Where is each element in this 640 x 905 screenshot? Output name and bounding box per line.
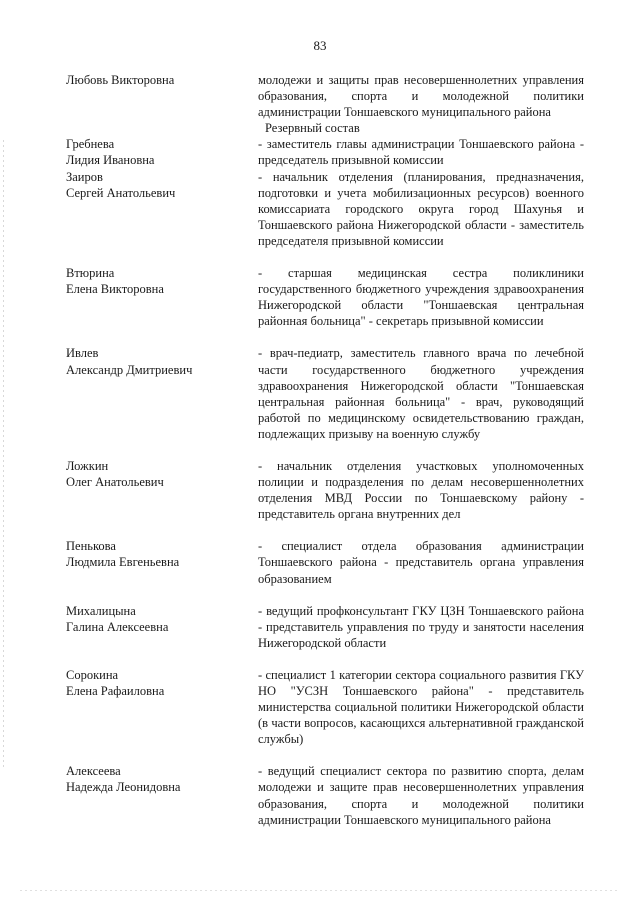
member-given-names: Галина Алексеевна: [66, 619, 169, 634]
member-role: [258, 345, 584, 442]
member-role: [258, 136, 584, 168]
list-entry: [0, 667, 640, 747]
member-given-names: Людмила Евгеньевна: [66, 555, 180, 570]
member-surname: Михалицына: [66, 603, 136, 618]
member-role: [258, 458, 584, 522]
member-surname: Ивлев: [66, 346, 99, 361]
scan-bottom-mark: [20, 890, 620, 891]
member-surname: Пенькова: [66, 539, 116, 554]
list-entry: [0, 603, 640, 651]
member-surname: Заиров: [66, 169, 103, 184]
list-entry: [0, 136, 640, 168]
member-surname: Алексеева: [66, 764, 121, 779]
member-given-names: Елена Викторовна: [66, 282, 164, 297]
member-role: [258, 538, 584, 586]
member-role-text: молодежи и защиты прав несовершеннолетних управления образования, спорта и молодежной политики администрации Тоншаевского муниципального района: [258, 73, 584, 120]
member-name: [66, 603, 256, 635]
member-name-line: Любовь Викторовна: [66, 73, 175, 87]
member-role: [258, 265, 584, 329]
member-surname: Сорокина: [66, 667, 119, 682]
member-role-text: - ведущий профконсультант ГКУ ЦЗН Тоншаевского района - представитель управления по труду и занятости населения Нижегородской области: [258, 603, 584, 650]
list-entry: [0, 169, 640, 249]
commission-list: [0, 72, 640, 828]
member-given-names: Лидия Ивановна: [66, 153, 155, 168]
member-name: [66, 458, 256, 490]
list-entry: [0, 72, 640, 120]
member-name: [66, 265, 256, 297]
list-entry: [0, 265, 640, 329]
member-role-text: - специалист 1 категории сектора социального развития ГКУ НО "УСЗН Тоншаевского района" - представитель министерства социальной политики Нижегородской области (в части вопросов, касающихся альтернативной гражданской службы): [258, 667, 584, 747]
member-role-text: - начальник отделения участковых уполномоченных полиции и подразделения по делам несовершеннолетних отделения МВД России по Тоншаевскому району - представитель органа внутренних дел: [258, 458, 584, 522]
member-name: [66, 763, 256, 795]
member-name: [66, 345, 256, 377]
member-role: [258, 603, 584, 651]
member-given-names: Олег Анатольевич: [66, 475, 164, 490]
member-role-text: - специалист отдела образования администрации Тоншаевского района - представитель органа управления образованием: [258, 539, 584, 586]
member-name: [66, 169, 256, 201]
member-role: [258, 763, 584, 827]
section-heading: Резервный состав: [265, 121, 360, 136]
member-given-names: Надежда Леонидовна: [66, 780, 181, 795]
member-given-names: Сергей Анатольевич: [66, 185, 176, 200]
list-entry: [0, 763, 640, 827]
list-entry: [0, 345, 640, 442]
member-name: [66, 72, 256, 88]
member-role: [258, 72, 584, 120]
member-name: [66, 667, 256, 699]
list-entry: [0, 538, 640, 586]
page-number: 83: [313, 38, 327, 53]
member-role-text: - начальник отделения (планирования, предназначения, подготовки и учета мобилизационных ресурсов) военного комиссариата городского округа город Шахунья и Тоншаевского района Нижегородской области - заместитель председателя призывной комиссии: [258, 169, 584, 248]
member-name: [66, 538, 256, 570]
member-role: [258, 169, 584, 249]
member-role: [258, 667, 584, 747]
member-surname: Ложкин: [66, 458, 109, 473]
scan-edge-mark: [3, 140, 4, 770]
member-surname: Гребнева: [66, 137, 115, 152]
member-given-names: Елена Рафаиловна: [66, 684, 165, 698]
member-role-text: - старшая медицинская сестра поликлиники государственного бюджетного учреждения здравоохранения Нижегородской области "Тоншаевская центральная районная больница" - секретарь призывной комиссии: [258, 266, 584, 329]
member-given-names: Александр Дмитриевич: [66, 362, 193, 377]
member-role-text: - ведущий специалист сектора по развитию спорта, делам молодежи и защите прав несовершеннолетних управления образования, спорта и молодежной политики администрации Тоншаевского муниципального района: [258, 764, 584, 827]
member-role-text: - заместитель главы администрации Тоншаевского района - председатель призывной комиссии: [258, 137, 584, 168]
member-name: [66, 136, 256, 168]
member-surname: Втюрина: [66, 266, 115, 281]
member-role-text: - врач-педиатр, заместитель главного врача по лечебной части государственного бюджетного учреждения здравоохранения Нижегородской области "Тоншаевская центральная районная больница" - врач, руководящий работой по медицинскому освидетельствованию граждан, подлежащих призыву на военную службу: [258, 346, 584, 441]
list-entry: [0, 458, 640, 522]
